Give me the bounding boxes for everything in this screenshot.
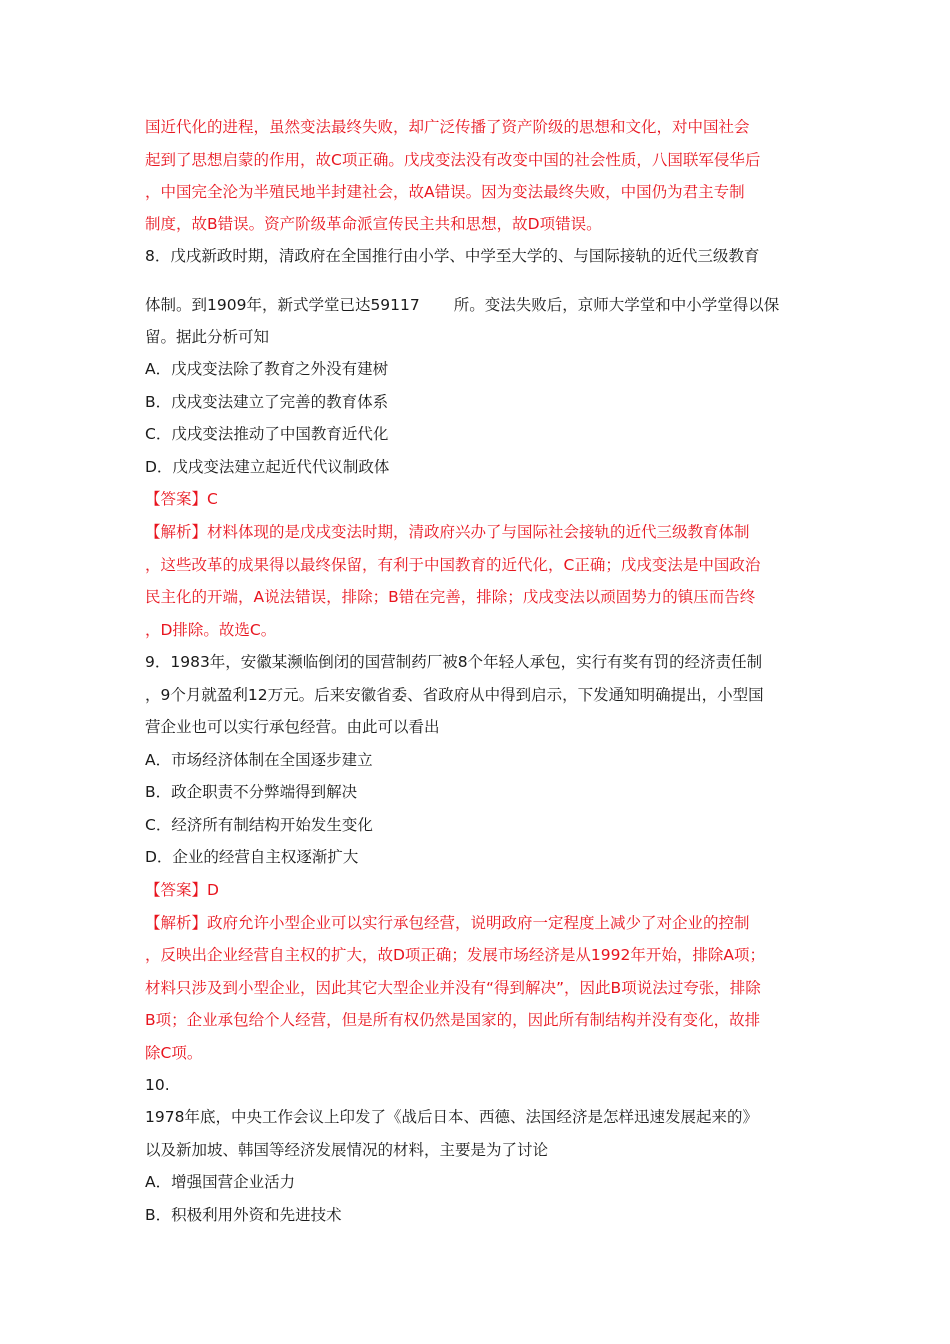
q9-analysis-text-1: 政府允许小型企业可以实行承包经营，说明政府一定程度上减少了对企业的控制	[207, 914, 750, 932]
q9-option-b: B．政企职责不分弊端得到解决	[145, 783, 358, 801]
q9-stem-line-2: ，9个月就盈利12万元。后来安徽省委、省政府从中得到启示，下发通知明确提出，小型国	[145, 686, 764, 704]
q9-option-a: A．市场经济体制在全国逐步建立	[145, 751, 373, 769]
q8-option-b: B．戊戌变法建立了完善的教育体系	[145, 393, 389, 411]
q9-answer	[145, 880, 219, 900]
q10-stem-line-2: 以及新加坡、韩国等经济发展情况的材料，主要是为了讨论	[145, 1141, 549, 1159]
q9-analysis-line-4: B项；企业承包给个人经营，但是所有权仍然是国家的，因此所有制结构并没有变化，故排	[145, 1011, 761, 1029]
q8-stem-line-2	[145, 295, 779, 315]
q8-option-d: D．戊戌变法建立起近代代议制政体	[145, 458, 390, 476]
q9-analysis-line-1	[145, 913, 750, 933]
carryover-line-3: ，中国完全沦为半殖民地半封建社会，故A错误。因为变法最终失败，中国仍为君主专制	[145, 183, 745, 201]
q8-stem-line-3: 留。据此分析可知	[145, 328, 270, 346]
carryover-line-1: 国近代化的进程，虽然变法最终失败，却广泛传播了资产阶级的思想和文化，对中国社会	[145, 118, 750, 136]
q9-option-d: D．企业的经营自主权逐渐扩大	[145, 848, 359, 866]
q9-analysis-line-5: 除C项。	[145, 1044, 203, 1062]
q10-option-b: B．积极利用外资和先进技术	[145, 1206, 342, 1224]
q8-option-c: C．戊戌变法推动了中国教育近代化	[145, 425, 389, 443]
q9-analysis-line-3: 材料只涉及到小型企业，因此其它大型企业并没有“得到解决”，因此B项说法过夸张，排除	[145, 979, 761, 997]
q9-answer-tag: 【答案】	[145, 881, 208, 899]
q10-option-a: A．增强国营企业活力	[145, 1173, 296, 1191]
q8-analysis-tag: 【解析】	[145, 523, 208, 541]
q8-stem-line-1: 8．戊戌新政时期，清政府在全国推行由小学、中学至大学的、与国际接轨的近代三级教育	[145, 247, 760, 265]
q8-answer-value: C	[207, 490, 218, 508]
q8-analysis-text-1: 材料体现的是戊戌变法时期，清政府兴办了与国际社会接轨的近代三级教育体制	[207, 523, 750, 541]
q8-analysis-line-1	[145, 522, 750, 542]
q8-stem-line-2b: 所。变法失败后，京师大学堂和中小学堂得以保	[453, 296, 780, 314]
carryover-line-4: 制度，故B错误。资产阶级革命派宣传民主共和思想，故D项错误。	[145, 215, 602, 233]
q9-option-c: C．经济所有制结构开始发生变化	[145, 816, 373, 834]
q9-stem-line-3: 营企业也可以实行承包经营。由此可以看出	[145, 718, 440, 736]
q9-analysis-tag: 【解析】	[145, 914, 208, 932]
q8-analysis-line-2: ，这些改革的成果得以最终保留，有利于中国教育的近代化，C正确；戊戌变法是中国政治	[145, 556, 761, 574]
q10-number: 10.	[145, 1076, 170, 1094]
q8-answer	[145, 489, 218, 509]
q9-answer-value: D	[207, 881, 219, 899]
q8-analysis-line-4: ，D排除。故选C。	[145, 621, 277, 639]
q8-analysis-line-3: 民主化的开端，A说法错误，排除；B错在完善，排除；戊戌变法以顽固势力的镇压而告终	[145, 588, 756, 606]
q9-analysis-line-2: ，反映出企业经营自主权的扩大，故D项正确；发展市场经济是从1992年开始，排除A项；	[145, 946, 765, 964]
q10-stem-line-1: 1978年底，中央工作会议上印发了《战后日本、西德、法国经济是怎样迅速发展起来的》	[145, 1108, 758, 1126]
q8-answer-tag: 【答案】	[145, 490, 208, 508]
q8-stem-line-2a: 体制。到1909年，新式学堂已达59117	[145, 296, 420, 314]
q9-stem-line-1: 9．1983年，安徽某濒临倒闭的国营制药厂被8个年轻人承包，实行有奖有罚的经济责任制	[145, 653, 763, 671]
q8-option-a: A．戊戌变法除了教育之外没有建树	[145, 360, 389, 378]
carryover-line-2: 起到了思想启蒙的作用，故C项正确。戊戌变法没有改变中国的社会性质，八国联军侵华后	[145, 151, 761, 169]
